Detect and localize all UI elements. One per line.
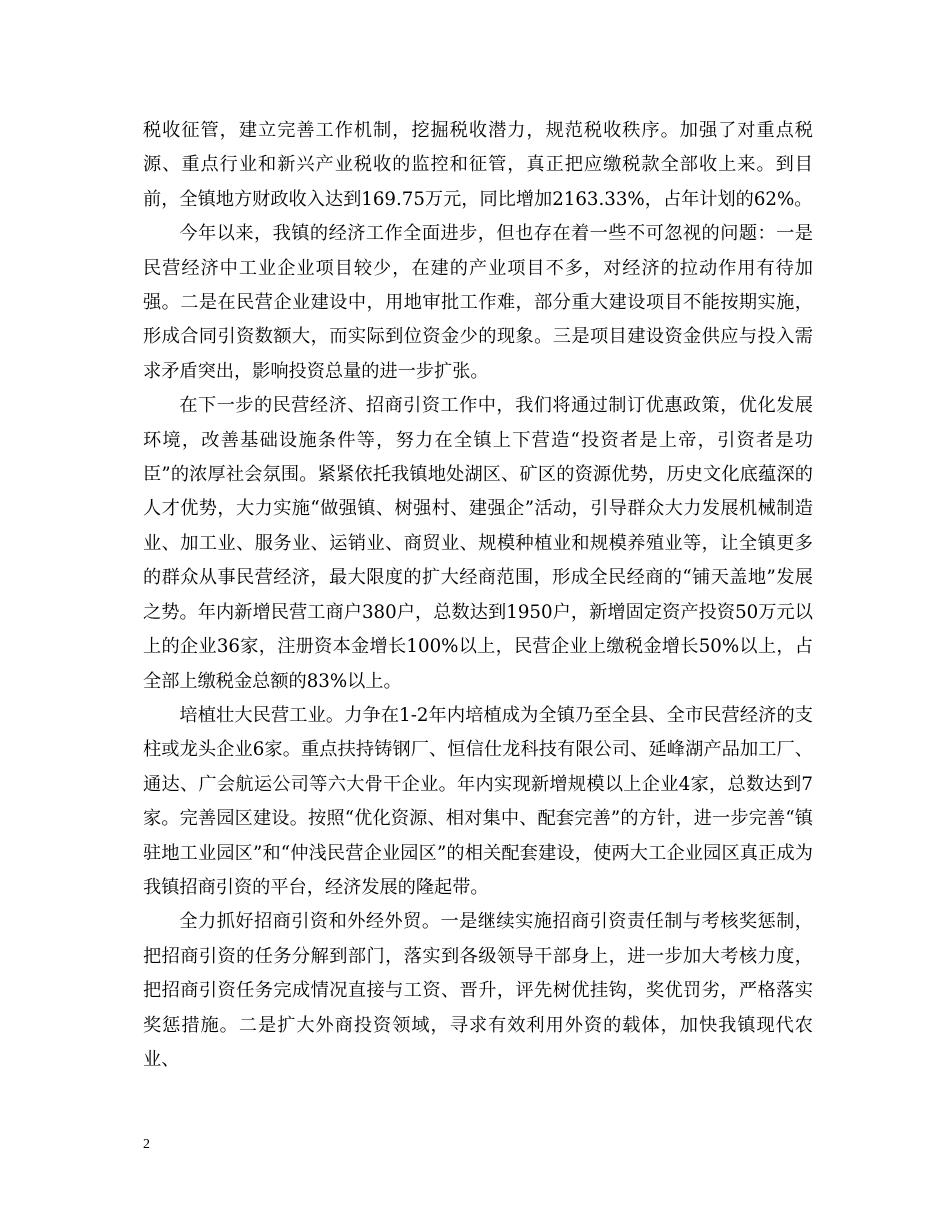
page-number: 2 [143,1137,150,1152]
document-body [143,114,813,1077]
paragraph-3: 在下一步的民营经济、招商引资工作中，我们将通过制订优惠政策，优化发展环境，改善基础设施条件等，努力在全镇上下营造“投资者是上帝，引资者是功臣”的浓厚社会氛围。紧紧依托我镇地处湖区、矿区的资源优势，历史文化底蕴深的人才优势，大力实施“做强镇、树强村、建强企”活动，引导群众大力发展机械制造业、加工业、服务业、运销业、商贸业、规模种植业和规模养殖业等，让全镇更多的群众从事民营经济，最大限度的扩大经商范围，形成全民经商的“铺天盖地”发展之势。年内新增民营工商户380户，总数达到1950户，新增固定资产投资50万元以上的企业36家，注册资本金增长100%以上，民营企业上缴税金增长50%以上，占全部上缴税金总额的83%以上。 [143,395,813,692]
paragraph-2: 今年以来，我镇的经济工作全面进步，但也存在着一些不可忽视的问题：一是民营经济中工业企业项目较少，在建的产业项目不多，对经济的拉动作用有待加强。二是在民营企业建设中，用地审批工作难，部分重大建设项目不能按期实施，形成合同引资数额大，而实际到位资金少的现象。三是项目建设资金供应与投入需求矛盾突出，影响投资总量的进一步扩张。 [143,223,813,382]
paragraph-5: 全力抓好招商引资和外经外贸。一是继续实施招商引资责任制与考核奖惩制，把招商引资的任务分解到部门，落实到各级领导干部身上，进一步加大考核力度，把招商引资任务完成情况直接与工资、晋升，评先树优挂钩，奖优罚劣，严格落实奖惩措施。二是扩大外商投资领域，寻求有效利用外资的载体，加快我镇现代农业、 [143,911,813,1070]
paragraph-4: 培植壮大民营工业。力争在1-2年内培植成为全镇乃至全县、全市民营经济的支柱或龙头企业6家。重点扶持铸钢厂、恒信仕龙科技有限公司、延峰湖产品加工厂、通达、广会航运公司等六大骨干企业。年内实现新增规模以上企业4家，总数达到7家。完善园区建设。按照“优化资源、相对集中、配套完善”的方针，进一步完善“镇驻地工业园区”和“仲浅民营企业园区”的相关配套建设，使两大工企业园区真正成为我镇招商引资的平台，经济发展的隆起带。 [143,704,813,898]
paragraph-1: 税收征管，建立完善工作机制，挖掘税收潜力，规范税收秩序。加强了对重点税源、重点行业和新兴产业税收的监控和征管，真正把应缴税款全部收上来。到目前，全镇地方财政收入达到169.75万元，同比增加2163.33%，占年计划的62%。 [143,120,813,210]
